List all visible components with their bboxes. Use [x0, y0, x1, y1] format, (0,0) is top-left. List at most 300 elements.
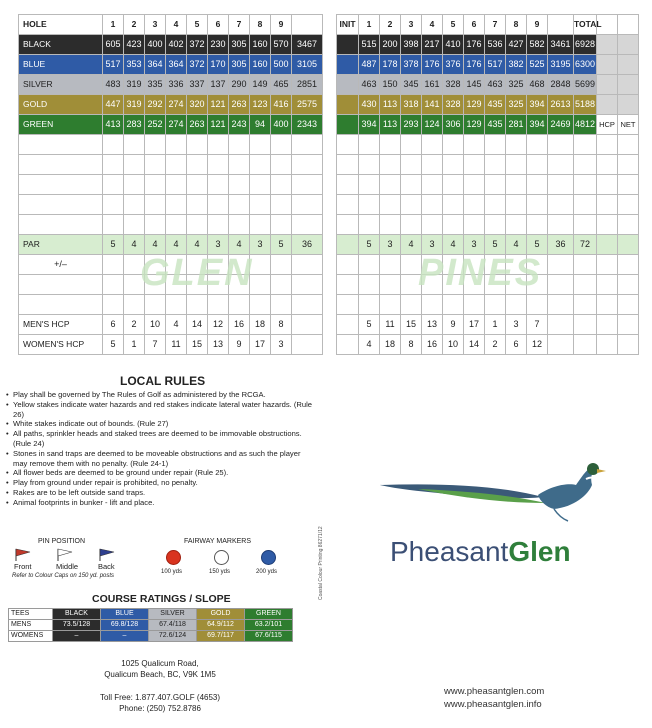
hcp-cell: 12: [527, 335, 548, 355]
score-entry-cell[interactable]: [548, 215, 574, 235]
score-entry-cell[interactable]: [574, 215, 597, 235]
hole-number: [548, 15, 574, 35]
cr-cell: 69.7/117: [197, 631, 245, 642]
score-entry-cell[interactable]: [422, 215, 443, 235]
yardage-cell: 515: [359, 35, 380, 55]
yardage-cell: 463: [359, 75, 380, 95]
score-entry-cell[interactable]: [527, 255, 548, 275]
score-entry-cell[interactable]: [166, 275, 187, 295]
hole-label: HOLE: [19, 15, 103, 35]
score-entry-cell[interactable]: [422, 155, 443, 175]
score-entry-cell[interactable]: [271, 135, 292, 155]
local-rule-item: • Yellow stakes indicate water hazards and red stakes indicate lateral water hazards. (Rule 26): [6, 400, 316, 420]
score-entry-cell[interactable]: [208, 295, 229, 315]
init-cell: [337, 75, 359, 95]
score-entry-cell[interactable]: [124, 215, 145, 235]
score-entry-cell[interactable]: [506, 255, 527, 275]
hcp-cell: 6: [506, 335, 527, 355]
score-entry-cell[interactable]: [19, 155, 103, 175]
init-cell: [337, 35, 359, 55]
par-cell: 5: [485, 235, 506, 255]
score-entry-cell[interactable]: [548, 135, 574, 155]
score-entry-cell[interactable]: [527, 175, 548, 195]
score-entry-cell[interactable]: [250, 155, 271, 175]
score-entry-cell[interactable]: [401, 175, 422, 195]
score-entry-cell[interactable]: [166, 155, 187, 175]
score-entry-cell[interactable]: [443, 155, 464, 175]
score-entry-cell[interactable]: [337, 275, 359, 295]
score-entry-cell[interactable]: [103, 195, 124, 215]
score-entry-cell[interactable]: [464, 135, 485, 155]
score-entry-cell[interactable]: [292, 295, 323, 315]
score-entry-cell[interactable]: [208, 195, 229, 215]
score-entry-cell[interactable]: [618, 295, 639, 315]
score-entry-cell[interactable]: [359, 175, 380, 195]
par-cell: 3: [208, 235, 229, 255]
score-entry-cell[interactable]: [618, 255, 639, 275]
yardage-cell: 2613: [548, 95, 574, 115]
score-entry-cell[interactable]: [506, 215, 527, 235]
score-entry-cell[interactable]: [574, 135, 597, 155]
score-entry-cell[interactable]: [271, 175, 292, 195]
score-entry-cell[interactable]: [124, 295, 145, 315]
score-entry-cell[interactable]: [422, 135, 443, 155]
yardage-cell: 293: [401, 115, 422, 135]
yardage-cell: 410: [443, 35, 464, 55]
score-entry-cell[interactable]: [250, 175, 271, 195]
score-entry-cell[interactable]: [574, 155, 597, 175]
score-entry-cell[interactable]: [574, 295, 597, 315]
score-entry-cell[interactable]: [401, 275, 422, 295]
score-entry-cell[interactable]: [618, 195, 639, 215]
yardage-cell: 252: [145, 115, 166, 135]
cr-cell: 64.9/112: [197, 620, 245, 631]
score-entry-cell[interactable]: [187, 175, 208, 195]
score-entry-cell[interactable]: [443, 295, 464, 315]
score-entry-cell[interactable]: [422, 195, 443, 215]
score-entry-cell[interactable]: [292, 215, 323, 235]
yardage-cell: 427: [506, 35, 527, 55]
score-entry-cell[interactable]: [292, 275, 323, 295]
yardage-cell: 398: [401, 35, 422, 55]
score-entry-cell[interactable]: [229, 275, 250, 295]
score-entry-cell[interactable]: [380, 175, 401, 195]
score-entry-cell[interactable]: [229, 195, 250, 215]
score-entry-cell[interactable]: [19, 215, 103, 235]
score-entry-cell[interactable]: [464, 275, 485, 295]
score-entry-cell[interactable]: [19, 135, 103, 155]
score-entry-cell[interactable]: [187, 275, 208, 295]
score-entry-cell[interactable]: [19, 195, 103, 215]
yardage-cell: 290: [229, 75, 250, 95]
score-entry-cell[interactable]: [618, 275, 639, 295]
score-entry-cell[interactable]: [337, 215, 359, 235]
score-entry-cell[interactable]: [464, 195, 485, 215]
score-entry-cell[interactable]: [464, 295, 485, 315]
score-entry-cell[interactable]: [145, 275, 166, 295]
score-entry-cell[interactable]: [506, 275, 527, 295]
score-entry-cell[interactable]: [124, 195, 145, 215]
score-entry-cell[interactable]: [401, 255, 422, 275]
cr-cell: –: [101, 631, 149, 642]
score-entry-cell[interactable]: [574, 255, 597, 275]
website-link-info[interactable]: www.pheasantglen.info: [444, 699, 542, 710]
score-entry-cell[interactable]: [250, 255, 271, 275]
hcp-cell: 4: [166, 315, 187, 335]
yardage-cell: 4812: [574, 115, 597, 135]
front-tee-row-gold: [19, 95, 323, 115]
par-cell: 4: [506, 235, 527, 255]
yardage-cell: 382: [506, 55, 527, 75]
hole-number: 6: [208, 15, 229, 35]
score-entry-cell[interactable]: [422, 175, 443, 195]
hcp-cell: 11: [380, 315, 401, 335]
hcp-cell: 6: [103, 315, 124, 335]
score-entry-cell[interactable]: [485, 215, 506, 235]
brand-name-part1: Pheasant: [390, 536, 509, 567]
hole-number: 7: [229, 15, 250, 35]
score-entry-cell[interactable]: [422, 255, 443, 275]
front-nine-scorecard: [18, 14, 323, 355]
score-entry-cell[interactable]: [359, 255, 380, 275]
score-entry-cell[interactable]: [359, 215, 380, 235]
score-entry-cell[interactable]: [527, 275, 548, 295]
score-entry-cell[interactable]: [229, 295, 250, 315]
score-entry-cell[interactable]: [271, 155, 292, 175]
score-entry-cell[interactable]: [443, 255, 464, 275]
score-entry-cell[interactable]: [271, 215, 292, 235]
hcp-cell: 16: [422, 335, 443, 355]
blank-cell: [597, 95, 618, 115]
score-entry-cell[interactable]: [145, 195, 166, 215]
score-entry-cell[interactable]: [208, 255, 229, 275]
score-entry-cell[interactable]: [464, 255, 485, 275]
par-cell: 5: [103, 235, 124, 255]
yardage-cell: 283: [124, 115, 145, 135]
back-player-row: [337, 215, 639, 235]
score-entry-cell[interactable]: [229, 255, 250, 275]
hcp-cell: 18: [380, 335, 401, 355]
score-entry-cell[interactable]: [145, 175, 166, 195]
score-entry-cell[interactable]: [380, 255, 401, 275]
hcp-cell: 12: [208, 315, 229, 335]
score-entry-cell[interactable]: [250, 295, 271, 315]
hole-number: 4: [422, 15, 443, 35]
score-entry-cell[interactable]: [597, 195, 618, 215]
score-entry-cell[interactable]: [187, 295, 208, 315]
score-entry-cell[interactable]: [292, 135, 323, 155]
score-entry-cell[interactable]: [166, 175, 187, 195]
score-entry-cell[interactable]: [337, 175, 359, 195]
hcp-cell: 2: [485, 335, 506, 355]
score-entry-cell[interactable]: [527, 295, 548, 315]
yardage-cell: 430: [359, 95, 380, 115]
score-entry-cell[interactable]: [337, 255, 359, 275]
score-entry-cell[interactable]: [485, 175, 506, 195]
score-entry-cell[interactable]: [145, 155, 166, 175]
yardage-cell: 517: [485, 55, 506, 75]
blank-header-cell: [618, 15, 639, 35]
score-entry-cell[interactable]: [597, 295, 618, 315]
score-entry-cell[interactable]: [401, 215, 422, 235]
score-entry-cell[interactable]: [124, 135, 145, 155]
score-entry-cell[interactable]: [485, 195, 506, 215]
score-entry-cell[interactable]: [506, 295, 527, 315]
score-entry-cell[interactable]: [359, 295, 380, 315]
score-entry-cell[interactable]: [506, 155, 527, 175]
score-entry-cell[interactable]: [618, 135, 639, 155]
score-entry-cell[interactable]: [337, 155, 359, 175]
score-entry-cell[interactable]: [597, 175, 618, 195]
back-player-row: [337, 135, 639, 155]
score-entry-cell[interactable]: [380, 275, 401, 295]
yardage-cell: 468: [527, 75, 548, 95]
score-entry-cell[interactable]: [124, 255, 145, 275]
score-entry-cell[interactable]: [422, 295, 443, 315]
score-entry-cell[interactable]: [506, 195, 527, 215]
front-par-row: [19, 235, 323, 255]
score-entry-cell[interactable]: [618, 175, 639, 195]
hcp-cell: 11: [166, 335, 187, 355]
score-entry-cell[interactable]: [380, 155, 401, 175]
score-entry-cell[interactable]: [359, 155, 380, 175]
score-entry-cell[interactable]: [250, 275, 271, 295]
score-entry-cell[interactable]: [103, 155, 124, 175]
score-entry-cell[interactable]: [597, 275, 618, 295]
score-entry-cell[interactable]: [166, 255, 187, 275]
score-entry-cell[interactable]: [208, 215, 229, 235]
hcp-cell: 3: [271, 335, 292, 355]
score-entry-cell[interactable]: [166, 195, 187, 215]
yardage-cell: 328: [443, 95, 464, 115]
score-entry-cell[interactable]: [124, 275, 145, 295]
blank-cell: [618, 335, 639, 355]
score-entry-cell[interactable]: [103, 255, 124, 275]
website-link-com[interactable]: www.pheasantglen.com: [444, 686, 545, 697]
blank-cell: [618, 35, 639, 55]
score-entry-cell[interactable]: [527, 195, 548, 215]
hole-number: [292, 15, 323, 35]
blank-cell: [597, 55, 618, 75]
score-entry-cell[interactable]: [19, 295, 103, 315]
yardage-cell: 2575: [292, 95, 323, 115]
yardage-cell: 337: [187, 75, 208, 95]
back-player-row: [337, 295, 639, 315]
score-entry-cell[interactable]: [548, 155, 574, 175]
yardage-cell: 325: [506, 95, 527, 115]
score-entry-cell[interactable]: [145, 255, 166, 275]
hcp-cell: [574, 335, 597, 355]
score-entry-cell[interactable]: [250, 135, 271, 155]
score-entry-cell[interactable]: [618, 215, 639, 235]
score-entry-cell[interactable]: [527, 135, 548, 155]
score-entry-cell[interactable]: [103, 175, 124, 195]
score-entry-cell[interactable]: [208, 155, 229, 175]
score-entry-cell[interactable]: [145, 215, 166, 235]
yardage-cell: 378: [401, 55, 422, 75]
score-entry-cell[interactable]: [271, 255, 292, 275]
hole-number: 2: [124, 15, 145, 35]
local-rule-item: • White stakes indicate out of bounds. (Rule 27): [6, 419, 316, 429]
score-entry-cell[interactable]: [187, 255, 208, 275]
hcp-cell: 10: [145, 315, 166, 335]
blank-cell: [597, 235, 618, 255]
score-entry-cell[interactable]: [574, 195, 597, 215]
yardage-cell: 124: [422, 115, 443, 135]
score-entry-cell[interactable]: [271, 295, 292, 315]
score-entry-cell[interactable]: [208, 135, 229, 155]
score-entry-cell[interactable]: [292, 255, 323, 275]
hcp-cell: 17: [464, 315, 485, 335]
score-entry-cell[interactable]: [124, 175, 145, 195]
score-entry-cell[interactable]: [548, 255, 574, 275]
score-entry-cell[interactable]: [485, 155, 506, 175]
score-entry-cell[interactable]: [443, 175, 464, 195]
score-entry-cell[interactable]: [292, 155, 323, 175]
score-entry-cell[interactable]: [597, 155, 618, 175]
score-entry-cell[interactable]: [124, 155, 145, 175]
score-entry-cell[interactable]: [187, 135, 208, 155]
score-entry-cell[interactable]: [103, 275, 124, 295]
score-entry-cell[interactable]: [337, 135, 359, 155]
score-entry-cell[interactable]: [166, 215, 187, 235]
yardage-cell: 3195: [548, 55, 574, 75]
score-entry-cell[interactable]: [485, 255, 506, 275]
score-entry-cell[interactable]: [359, 195, 380, 215]
score-entry-cell[interactable]: [271, 195, 292, 215]
score-entry-cell[interactable]: [103, 215, 124, 235]
score-entry-cell[interactable]: [229, 175, 250, 195]
score-entry-cell[interactable]: [574, 275, 597, 295]
yardage-cell: 336: [166, 75, 187, 95]
score-entry-cell[interactable]: [401, 195, 422, 215]
score-entry-cell[interactable]: [103, 135, 124, 155]
hcp-cell: 5: [359, 315, 380, 335]
score-entry-cell[interactable]: [464, 215, 485, 235]
score-entry-cell[interactable]: [506, 135, 527, 155]
score-entry-cell[interactable]: [145, 135, 166, 155]
score-entry-cell[interactable]: [337, 295, 359, 315]
score-entry-cell[interactable]: [548, 195, 574, 215]
score-entry-cell[interactable]: [485, 275, 506, 295]
front-player-row: [19, 275, 323, 295]
score-entry-cell[interactable]: [187, 155, 208, 175]
init-cell: [337, 115, 359, 135]
score-entry-cell[interactable]: [464, 155, 485, 175]
score-entry-cell[interactable]: [292, 195, 323, 215]
cr-cell: 67.4/118: [149, 620, 197, 631]
score-entry-cell[interactable]: [597, 135, 618, 155]
score-entry-cell[interactable]: [401, 155, 422, 175]
score-entry-cell[interactable]: [380, 195, 401, 215]
score-entry-cell[interactable]: [359, 275, 380, 295]
back-nine-scorecard: [336, 14, 639, 355]
score-entry-cell[interactable]: [401, 295, 422, 315]
yardage-cell: 319: [124, 95, 145, 115]
score-entry-cell[interactable]: [485, 135, 506, 155]
score-entry-cell[interactable]: [618, 155, 639, 175]
par-cell: 5: [271, 235, 292, 255]
score-entry-cell[interactable]: [250, 195, 271, 215]
score-entry-cell[interactable]: [229, 215, 250, 235]
score-entry-cell[interactable]: [187, 195, 208, 215]
score-entry-cell[interactable]: [443, 275, 464, 295]
score-entry-cell[interactable]: [166, 135, 187, 155]
score-entry-cell[interactable]: [597, 255, 618, 275]
yardage-cell: 274: [166, 95, 187, 115]
score-entry-cell[interactable]: [443, 135, 464, 155]
front-tee-row-green: [19, 115, 323, 135]
score-entry-cell[interactable]: [359, 135, 380, 155]
hcp-cell: [292, 315, 323, 335]
score-entry-cell[interactable]: [574, 175, 597, 195]
score-entry-cell[interactable]: [19, 275, 103, 295]
yardage-cell: 305: [229, 35, 250, 55]
score-entry-cell[interactable]: [187, 215, 208, 235]
score-entry-cell[interactable]: [548, 295, 574, 315]
yardage-cell: 394: [527, 115, 548, 135]
score-entry-cell[interactable]: [229, 135, 250, 155]
score-entry-cell[interactable]: [337, 195, 359, 215]
yardage-cell: 416: [271, 95, 292, 115]
hcp-cell: 1: [485, 315, 506, 335]
score-entry-cell[interactable]: [208, 175, 229, 195]
score-entry-cell[interactable]: [527, 155, 548, 175]
score-entry-cell[interactable]: [229, 155, 250, 175]
score-entry-cell[interactable]: [145, 295, 166, 315]
score-entry-cell[interactable]: [380, 295, 401, 315]
score-entry-cell[interactable]: [250, 215, 271, 235]
yardage-cell: 306: [443, 115, 464, 135]
score-entry-cell[interactable]: [548, 175, 574, 195]
score-entry-cell[interactable]: [103, 295, 124, 315]
score-entry-cell[interactable]: [422, 275, 443, 295]
back-tee-row-green: [337, 115, 639, 135]
back-player-row: [337, 255, 639, 275]
cr-cell: 63.2/101: [245, 620, 293, 631]
score-entry-cell[interactable]: [19, 175, 103, 195]
score-entry-cell[interactable]: [464, 175, 485, 195]
hcp-cell: [548, 335, 574, 355]
score-entry-cell[interactable]: [527, 215, 548, 235]
front-player-row: [19, 155, 323, 175]
mens-hcp-label: MEN'S HCP: [19, 315, 103, 335]
yardage-cell: 5188: [574, 95, 597, 115]
hcp-cell: 7: [527, 315, 548, 335]
blank-cell: [597, 35, 618, 55]
hcp-cell: 16: [229, 315, 250, 335]
score-entry-cell[interactable]: [443, 215, 464, 235]
score-entry-cell[interactable]: [548, 275, 574, 295]
score-entry-cell[interactable]: [401, 135, 422, 155]
tee-name: SILVER: [19, 75, 103, 95]
score-entry-cell[interactable]: [166, 295, 187, 315]
score-entry-cell[interactable]: [443, 195, 464, 215]
score-entry-cell[interactable]: [380, 135, 401, 155]
score-entry-cell[interactable]: [380, 215, 401, 235]
score-entry-cell[interactable]: [506, 175, 527, 195]
score-entry-cell[interactable]: [271, 275, 292, 295]
hole-number: 7: [485, 15, 506, 35]
score-entry-cell[interactable]: [597, 215, 618, 235]
score-entry-cell[interactable]: [208, 275, 229, 295]
front-player-row: [19, 135, 323, 155]
back-flag-icon: [98, 548, 118, 562]
hole-number: 6: [464, 15, 485, 35]
score-entry-cell[interactable]: [485, 295, 506, 315]
score-entry-cell[interactable]: [292, 175, 323, 195]
tee-name: BLUE: [19, 55, 103, 75]
